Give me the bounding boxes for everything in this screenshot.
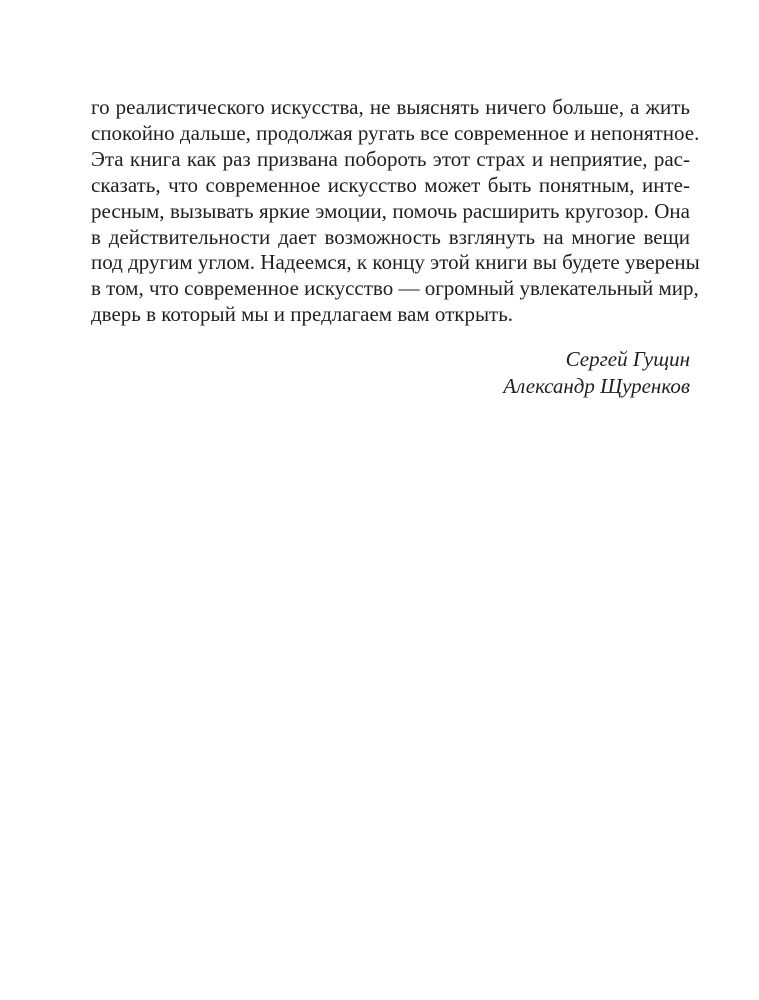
paragraph-line: го реалистического искусства, не выяснять ничего больше, а жить — [91, 95, 690, 119]
author-name: Сергей Гущин — [565, 347, 690, 371]
paragraph-line: сказать, что современное искусство может быть понятным, инте- — [91, 172, 690, 197]
paragraph-line: ресным, вызывать яркие эмоции, помочь расширить кругозор. Она — [91, 198, 690, 223]
paragraph-line: Эта книга как раз призвана побороть этот страх и неприятие, рас- — [91, 146, 690, 171]
author-name: Александр Щуренков — [503, 374, 690, 398]
author-signature — [503, 346, 690, 400]
paragraph-line: дверь в который мы и предлагаем вам открыть. — [91, 302, 514, 327]
paragraph-line: в том, что современное искусство — огромный увлекательный мир, — [91, 276, 699, 301]
paragraph-line: под другим углом. Надеемся, к концу этой книги вы будете уверены — [91, 250, 700, 275]
paragraph-line: в действительности дает возможность взглянуть на многие вещи — [91, 224, 690, 249]
body-paragraph — [91, 95, 700, 328]
paragraph-line: спокойно дальше, продолжая ругать все современное и непонятное. — [91, 120, 700, 145]
